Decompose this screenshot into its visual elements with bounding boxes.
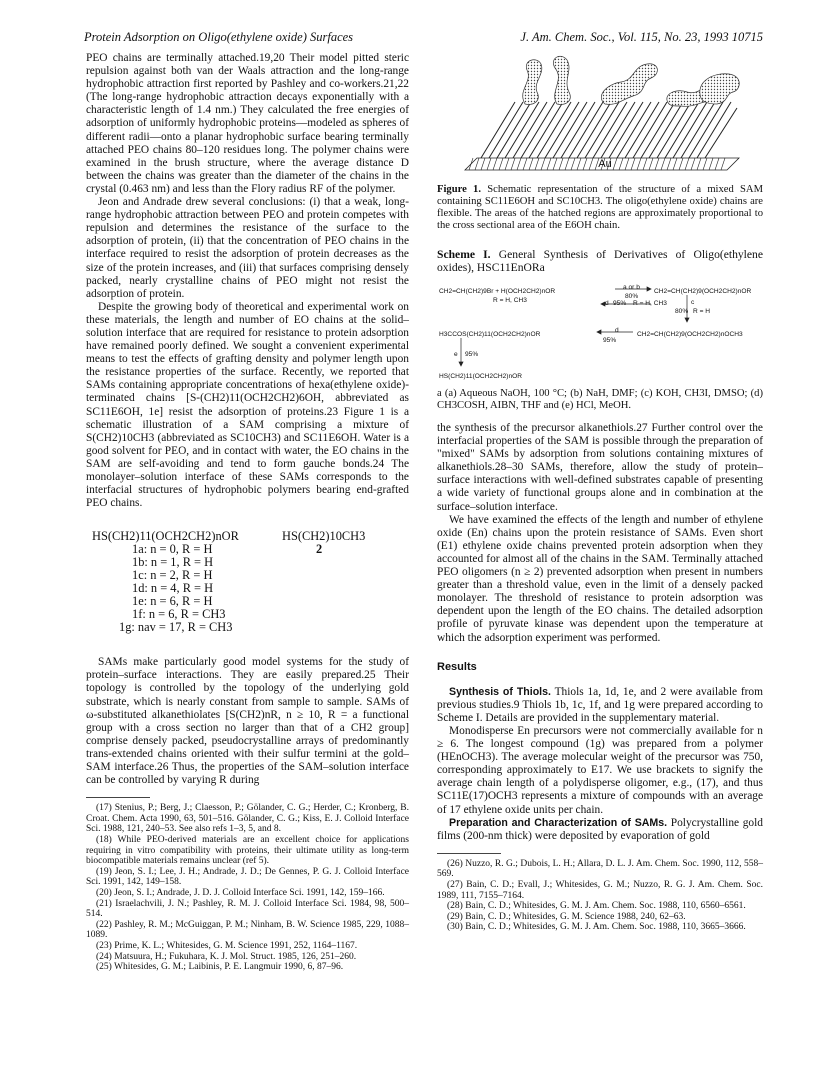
reference: (26) Nuzzo, R. G.; Dubois, L. H.; Allara, D. L. J. Am. Chem. Soc. 1990, 112, 558–569. [437,858,763,880]
figure-1 [437,52,763,182]
paragraph [437,686,763,725]
left-column [86,52,409,973]
compound-row: 1b: n = 1, R = H [132,555,214,570]
scheme-title-text: General Synthesis of Derivatives of Oligo(ethylene oxides), HSC11EnORa [437,248,763,274]
running-header [84,30,763,45]
scheme-step-label: a or b [623,284,640,291]
compound-formula-1: HS(CH2)11(OCH2CH2)nOR [92,529,239,544]
reference: (19) Jeon, S. I.; Lee, J. H.; Andrade, J. D.; De Gennes, P. G. J. Colloid Interface Sci. 1991, 142, 149–158. [86,866,409,888]
reference: (28) Bain, C. D.; Whitesides, G. M. J. Am. Chem. Soc. 1988, 110, 6560–6561. [447,901,746,912]
scheme-title-lead: Scheme I. [437,248,491,261]
scheme-step-label: d [615,327,619,334]
scheme-substituent: R = H, CH3 [493,297,527,304]
scheme-substituent: R = H [693,308,711,315]
compound-row: 1f: n = 6, R = CH3 [132,607,226,622]
scheme-product-1: CH2=CH(CH2)9(OCH2CH2)nOR [654,288,752,295]
gold-label: Au [598,158,612,170]
reference: (20) Jeon, S. I.; Andrade, J. D. J. Colloid Interface Sci. 1991, 142, 159–166. [96,887,385,898]
synthesis-scheme [437,282,763,378]
scheme-final-product: HS(CH2)11(OCH2CH2)nOR [439,373,523,380]
scheme-step-label: c [691,299,695,306]
scheme-title [437,248,763,274]
compound-row: 1d: n = 4, R = H [132,581,214,596]
scheme-thioacetate: H3CCOS(CH2)11(OCH2CH2)nOR [439,331,541,338]
scheme-yield: 95% [603,337,617,344]
paragraph: Jeon and Andrade drew several conclusions: (i) that a weak, long-range hydrophobic attraction between PEO and protein competes with repulsion and determines the resistance of the surface to the adsorption of protein, (ii) that the concentration of PEO chains in the interface required to resist the adsorption of protein decreases as the size of the protein increases, and (iii) that surfaces comprising densely packed, nearly crystalline chains of PEO might not resist the adsorption of protein. [86,196,409,300]
runin-heading: Preparation and Characterization of SAMs. [449,816,668,829]
paragraph: SAMs make particularly good model systems for the study of protein–surface interactions. They are easily prepared.25 Their topology is controlled by the topology of the underlying gold substrate, which is nearly constant from sample to sample. SAMs of ω-substituted alkanethiolates [S(CH2)nR, n ≥ 10, R = a functional group with a cross section no larger than that of a CH2 group] comprise densely packed, pseudocrystalline arrays of predominantly trans-extended chains oriented with their sulfur termini at the gold–SAM interface.26 Thus, the properties of the SAM–solution interface can be controlled by varying R during [86,656,409,787]
compound-row: 1e: n = 6, R = H [132,594,213,609]
reference: (18) While PEO-derived materials are an excellent choice for applications requiring in vitro compatibility with proteins, their ultimate utility as long-term biocompatible materials remains unclear (ref 5). [86,835,409,867]
footnote-rule [437,853,501,854]
header-title: Protein Adsorption on Oligo(ethylene oxide) Surfaces [84,30,354,44]
reference: (17) Stenius, P.; Berg, J.; Claesson, P.; Gölander, C. G.; Herder, C.; Kronberg, B. Croat. Chem. Acta 1990, 63, 501–516. Gölander, C. G.; Kiss, E. J. Colloid Interface Sci. 1988, 121, 240–53. See also refs 1–3, 5, and 8. [86,803,409,835]
compound-list [86,530,409,642]
scheme-yield: 80% [625,293,639,300]
scheme-yield: 95% [613,300,627,307]
paragraph: PEO chains are terminally attached.19,20 Their model pitted steric repulsion against both van der Waals attraction and the long-range hydrophobic attraction first reported by Pashley and co-workers.21,22 (The long-range hydrophobic attraction decays exponentially with a characteristic length of 1.4 nm.) They calculated the free energies of adsorption of uniformly hydrophobic proteins—modeled as spheres of different radii—onto a planar hydrophobic surface bearing terminally attached PEO chains 80–120 residues long. The polymer chains were examined in the brush structure, where the average distance D between the chains was greater than the diameter of the chains in the crystal (0.463 nm) and less than the Flory radius RF of the polymer. [86,52,409,195]
paragraph [437,817,763,843]
reference: (30) Bain, C. D.; Whitesides, G. M. J. Am. Chem. Soc. 1988, 110, 3665–3666. [447,922,746,933]
reference: (23) Prime, K. L.; Whitesides, G. M. Science 1991, 252, 1164–1167. [96,940,358,951]
paragraph: Monodisperse En precursors were not commercially available for n ≥ 6. The longest compound (1g) was prepared from a polymer (HEnOCH3). The average molecular weight of the precursor was 750, corresponding approximately to E17. We use brackets to signify the average chain length of a polydisperse oligomer, e.g., (17), and thus SC11E(17)OCH3 represents a mixture of compounds with an average of 17 ethylene oxide units per chain. [437,724,763,816]
compound-row: 1c: n = 2, R = H [132,568,213,583]
compound-label-2: 2 [316,542,323,557]
section-heading: Results [437,660,477,673]
reference: (25) Whitesides, G. M.; Laibinis, P. E. Langmuir 1990, 6, 87–96. [96,962,344,973]
paragraph: We have examined the effects of the length and number of ethylene oxide (En) chains upon the protein resistance of SAMs. Even short (E1) ethylene oxide chains prevented protein adsorption when they accounted for almost all of the chains in the SAM. Terminally attached PEO oligomers (n ≥ 2) prevented adsorption when present in numbers greater than a threshold value, even in the limit of a densely packed monolayer. The threshold of resistance to protein adsorption was dependent upon the length of the EO chains. The detailed adsorption profile of pyruvate kinase was dependent upon the temperature at which the adsorption experiment was performed. [437,513,763,644]
scheme-footnote: a (a) Aqueous NaOH, 100 °C; (b) NaH, DMF; (c) KOH, CH3I, DMSO; (d) CH3COSH, AIBN, THF and (e) HCl, MeOH. [437,388,763,411]
scheme-reactant-1: CH2=CH(CH2)9Br + H(OCH2CH2)nOR [439,288,556,295]
compound-row: 1g: nav = 17, R = CH3 [119,620,233,635]
scheme-step-label: d [605,300,609,307]
scheme-product-2: CH2=CH(CH2)9(OCH2CH2)nOCH3 [637,331,743,338]
figure-caption-lead: Figure 1. [437,184,481,195]
paragraph-text: Polycrystalline gold films (200-nm thick) were deposited by evaporation of gold [437,816,763,842]
paragraph-text: Thiols 1a, 1d, 1e, and 2 were available from previous studies.9 Thiols 1b, 1c, 1f, and 1g were prepared according to Scheme I. Details are provided in the supplementary material. [437,685,763,724]
reference: (27) Bain, C. D.; Evall, J.; Whitesides, G. M.; Nuzzo, R. G. J. Am. Chem. Soc. 1989, 111, 7155–7164. [437,880,763,901]
figure-caption-text: Schematic representation of the structure of a mixed SAM containing SC11E6OH and SC10CH3. The oligo(ethylene oxide) chains are flexible. The areas of the hatched regions are approximately proportional to the cross sectional area of the E6OH chain. [437,184,763,231]
compound-row: 1a: n = 0, R = H [132,542,213,557]
reference: (21) Israelachvili, J. N.; Pashley, R. M. J. Colloid Interface Sci. 1984, 98, 500–514. [86,898,409,920]
scheme-yield: 80% [675,308,689,315]
reference-list [437,859,763,933]
reference: (29) Bain, C. D.; Whitesides, G. M. Science 1988, 240, 62–63. [447,911,686,922]
compound-formula-2: HS(CH2)10CH3 [282,529,366,544]
right-column [437,52,763,933]
alkyl-chain-layer [481,102,737,158]
paragraph: the synthesis of the precursor alkanethiols.27 Further control over the interfacial properties of the SAM is possible through the preparation of "mixed" SAMs by adsorption from solutions containing mixtures of alkanethiols.28–30 SAMs, therefore, allow the study of protein–surface interactions with well-defined substrates capable of presenting a wide variety of functional groups alone and in combination at the surface–solution interface. [437,422,763,513]
sam-schematic [437,52,763,182]
scheme-yield: 95% [465,351,479,358]
footnote-rule [86,797,150,798]
reference: (22) Pashley, R. M.; McGuiggan, P. M.; Ninham, B. W. Science 1985, 229, 1088–1089. [86,919,409,941]
reference-list [86,803,409,973]
reference: (24) Matsuura, H.; Fukuhara, K. J. Mol. Struct. 1985, 126, 251–260. [96,951,357,962]
paragraph: Despite the growing body of theoretical and experimental work on these materials, the length and number of EO chains at the solid–solution interface that are required for resistance to protein adsorption have remained poorly defined. We sought a convenient experimental means to test the effects of grafting density and polymer length upon the resistance properties of the surface. Recently, we reported that SAMs containing appropriate concentrations of hexa(ethylene oxide)-terminated chains [S-(CH2)11(OCH2CH2)6OH, abbreviated as SC11E6OH, 1e] resist the adsorption of proteins.23 Figure 1 is a schematic illustration of a SAM comprising a mixture of S(CH2)10CH3 (abbreviated as SC10CH3) and SC11E6OH. Water is a good solvent for PEO, and in contact with water, the EO chains in the SAM are self-avoiding and tend to form gauche bonds.24 The monolayer–solution interface of these SAMs corresponds to the interfacial structures of hydrophobic polymers bearing end-grafted PEO chains. [86,300,409,510]
eo-chains [523,56,740,106]
scheme-step-label: e [454,351,458,358]
figure-caption [437,184,763,232]
scheme-substituent: R = H, CH3 [633,300,667,307]
runin-heading: Synthesis of Thiols. [449,685,551,698]
header-journal: J. Am. Chem. Soc., Vol. 115, No. 23, 1993 10715 [520,30,763,44]
